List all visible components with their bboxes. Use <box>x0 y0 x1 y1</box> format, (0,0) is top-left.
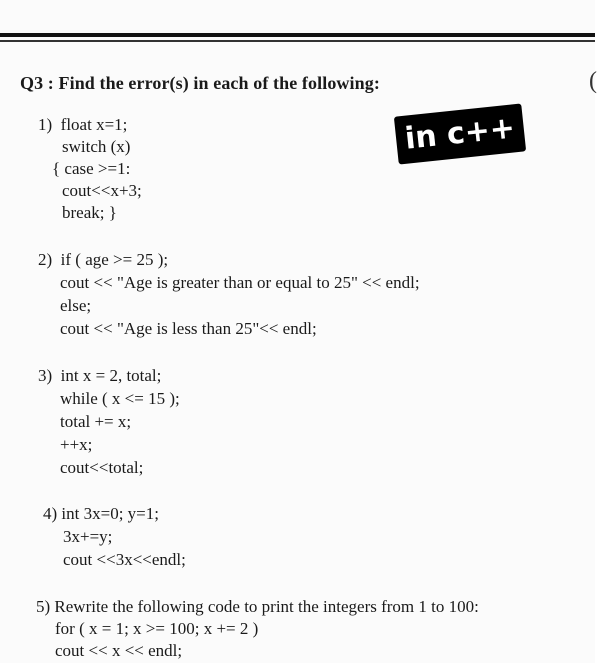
q3-line-2: while ( x <= 15 ); <box>60 389 180 408</box>
q3-line-1: 3) int x = 2, total; <box>38 366 162 385</box>
q5-line-2: for ( x = 1; x >= 100; x += 2 ) <box>55 619 259 638</box>
q3-line-3: total += x; <box>60 412 132 431</box>
q1-line-5: break; } <box>62 203 117 222</box>
q4-line-2: 3x+=y; <box>63 527 113 546</box>
q2-line-3: else; <box>60 296 92 315</box>
q2-line-2: cout << "Age is greater than or equal to 25" << endl; <box>60 273 420 292</box>
q5-line-3: cout << x << endl; <box>55 641 183 660</box>
q3-line-5: cout<<total; <box>60 458 144 477</box>
q1-line-4: cout<<x+3; <box>62 181 142 200</box>
top-thin-rule <box>0 40 595 42</box>
language-badge: in c++ <box>394 103 526 164</box>
q2-line-4: cout << "Age is less than 25"<< endl; <box>60 319 317 338</box>
top-thick-rule <box>0 33 595 37</box>
q4-line-3: cout <<3x<<endl; <box>63 550 186 569</box>
q4-line-1: 4) int 3x=0; y=1; <box>43 504 159 523</box>
q1-line-2: switch (x) <box>62 137 131 156</box>
q2-line-1: 2) if ( age >= 25 ); <box>38 250 169 269</box>
q5-line-1: 5) Rewrite the following code to print the integers from 1 to 100: <box>36 597 479 616</box>
question-heading: Q3 : Find the error(s) in each of the following: <box>20 73 380 93</box>
cut-off-text: ( <box>589 68 597 94</box>
q1-line-3: { case >=1: <box>52 159 131 178</box>
q1-line-1: 1) float x=1; <box>38 115 128 134</box>
q3-line-4: ++x; <box>60 435 93 454</box>
